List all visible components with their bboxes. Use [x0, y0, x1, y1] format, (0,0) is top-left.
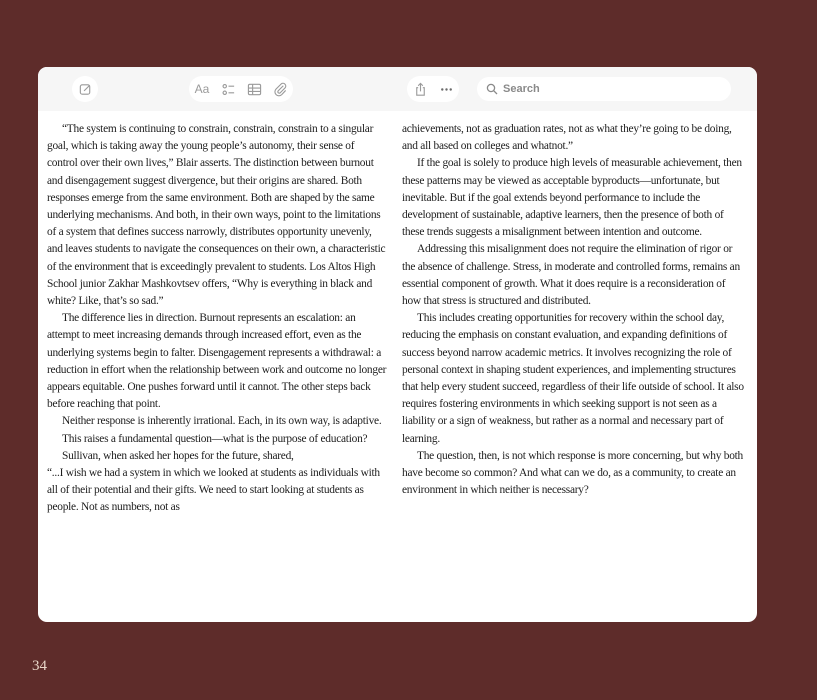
paragraph: “...I wish we had a system in which we looked at students as individuals with all of their potential and their gifts. We need to start looking at students as people. Not as numbers, not as [47, 467, 380, 514]
attachment-button[interactable] [267, 76, 293, 102]
search-input[interactable] [503, 83, 723, 95]
notes-window [38, 67, 757, 622]
paragraph: “The system is continuing to constrain, constrain, constrain to a singular goal, which is taking away the young people’s autonomy, their sense of control over their own lives,” Blair asserts. The distinction between burnout and disengagement suggest divergence, but their origins are shared. Both responses emerge from the same environment. Both are shaped by the same underlying mechanisms. And both, in their own ways, point to the limitations of a system that defines success narrowly, distributes opportunity unevenly, and leaves students to navigate the consequences on their own, a characteristic of the environment that is exceedingly prevalent to students. Los Altos High School junior Zakhar Mashkovtsev offers, “Why is everything in black and white? Like, that’s so sad.” [47, 123, 386, 308]
more-icon [439, 82, 454, 97]
share-button[interactable] [407, 76, 433, 102]
compose-button[interactable] [72, 76, 98, 102]
actions-group [407, 76, 459, 102]
share-icon [413, 82, 428, 97]
paragraph: This includes creating opportunities for recovery within the school day, reducing the emphasis on constant evaluation, and expanding definitions of success beyond narrow academic metrics. It involves recognizing the role of personal context in shaping student experiences, and implementing structures that help every student succeed, regardless of their life outside of school. It also requires fostering environments in which seeking support is not seen as a liability or a sign of weakness, but rather as a normal and necessary part of learning. [402, 312, 744, 445]
paragraph: Neither response is inherently irrational. Each, in its own way, is adaptive. [62, 415, 382, 428]
format-group [189, 76, 293, 102]
paragraph: The difference lies in direction. Burnout represents an escalation: an attempt to meet increasing demands through increased effort, even as the underlying systems begin to falter. Disengagement represents a withdrawal: a reduction in effort when the relationship between work and outcome no longer appears equitable. One pushes forward until it cannot. The other steps back before reaching that point. [47, 312, 387, 411]
compose-icon [78, 82, 93, 97]
note-body[interactable] [38, 111, 757, 622]
right-column [402, 121, 746, 499]
paragraph: The question, then, is not which response is more concerning, but why both have become so common? And what can we do, as a community, to create an environment in which neither is necessary? [402, 449, 744, 497]
search-bar[interactable] [477, 77, 731, 101]
checklist-icon [221, 82, 236, 97]
table-icon [247, 82, 262, 97]
search-icon [486, 83, 498, 95]
page-number: 34 [32, 658, 47, 674]
left-column [47, 121, 387, 517]
paperclip-icon [273, 82, 288, 97]
toolbar [38, 67, 757, 111]
paragraph: This raises a fundamental question—what is the purpose of education? [62, 432, 368, 445]
compose-group [72, 76, 98, 102]
checklist-button[interactable] [215, 76, 241, 102]
font-format-icon: Aa [194, 82, 210, 96]
paragraph: If the goal is solely to produce high levels of measurable achievement, then these patterns may be viewed as acceptable byproducts—unfortunate, but inevitable. But if the goal extends beyond performance to include the development of sustainable, adaptive learners, then the presence of both of these trends suggests a misalignment between intention and outcome. [402, 157, 742, 239]
paragraph: Addressing this misalignment does not require the elimination of rigor or the absence of challenge. Stress, in moderate and controlled forms, remains an essential component of growth. What it does require is a reconsideration of how that stress is structured and distributed. [402, 243, 740, 308]
paragraph: Sullivan, when asked her hopes for the future, shared, [62, 449, 294, 462]
format-button[interactable] [189, 76, 215, 102]
paragraph: achievements, not as graduation rates, not as what they’re going to be doing, and all based on colleges and whatnot.” [402, 123, 732, 153]
table-button[interactable] [241, 76, 267, 102]
more-button[interactable] [433, 76, 459, 102]
